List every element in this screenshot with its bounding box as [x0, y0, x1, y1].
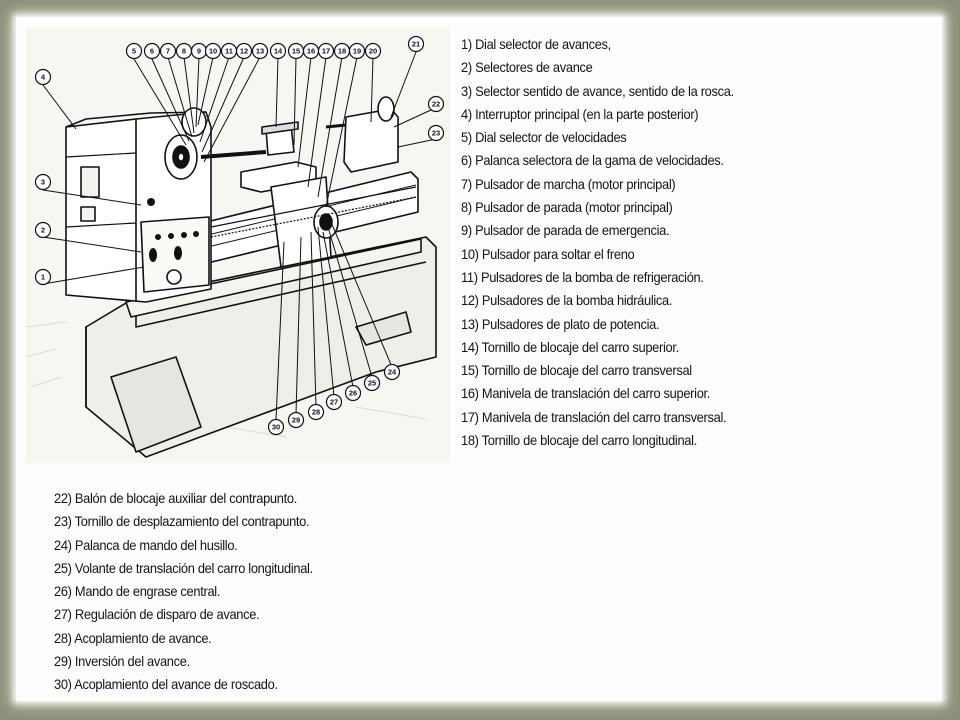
legend-item: 1) Dial selector de avances, — [461, 36, 611, 52]
callout-number: 9 — [196, 46, 202, 56]
callout-number: 2 — [40, 225, 46, 235]
callout-number: 21 — [411, 39, 421, 49]
slide-frame — [16, 17, 942, 701]
legend-item: 6) Palanca selectora de la gama de velocidades. — [461, 152, 724, 169]
legend-item: 8) Pulsador de parada (motor principal) — [461, 199, 673, 216]
callout-number: 15 — [291, 46, 301, 56]
callout-number: 3 — [40, 177, 46, 187]
legend-item: 17) Manivela de translación del carro transversal. — [461, 408, 727, 425]
callout-number: 10 — [208, 46, 218, 56]
legend-item: 2) Selectores de avance — [461, 59, 593, 76]
legend-item: 7) Pulsador de marcha (motor principal) — [461, 175, 676, 192]
legend-item: 3) Selector sentido de avance, sentido de la rosca. — [461, 82, 734, 99]
callout-number: 14 — [273, 46, 283, 56]
callout-number: 18 — [337, 46, 347, 56]
legend-list-22-30 — [54, 487, 313, 697]
legend-item: 18) Tornillo de blocaje del carro longitudinal. — [461, 432, 697, 449]
legend-item: 13) Pulsadores de plato de potencia. — [461, 315, 660, 332]
callout-number: 30 — [271, 422, 281, 432]
callout-number: 6 — [149, 46, 155, 56]
legend-item: 25) Volante de translación del carro longitudinal. — [54, 559, 313, 576]
callout-number: 4 — [40, 72, 46, 82]
legend-item: 27) Regulación de disparo de avance. — [54, 606, 260, 623]
callout-number: 13 — [255, 46, 265, 56]
legend-item: 16) Manivela de translación del carro superior. — [461, 385, 711, 402]
legend-item: 11) Pulsadores de la bomba de refrigeración. — [461, 268, 704, 285]
callout-number: 19 — [352, 46, 362, 56]
callout-number: 8 — [181, 46, 187, 56]
legend-item: 9) Pulsador de parada de emergencia. — [461, 222, 670, 239]
callout-number: 11 — [225, 46, 233, 56]
lathe-illustration — [26, 27, 450, 463]
callout-number: 12 — [239, 46, 249, 56]
legend-item: 14) Tornillo de blocaje del carro superior. — [461, 338, 679, 355]
callout-number: 7 — [165, 46, 171, 56]
callout-number: 23 — [431, 128, 441, 138]
callout-number: 27 — [329, 397, 339, 407]
callout-number: 22 — [431, 99, 441, 109]
legend-item: 22) Balón de blocaje auxiliar del contrapunto. — [54, 490, 297, 506]
callout-number: 26 — [348, 388, 358, 398]
legend-list-1-18 — [461, 33, 734, 452]
legend-item: 29) Inversión del avance. — [54, 653, 190, 670]
legend-item: 12) Pulsadores de la bomba hidráulica. — [461, 292, 673, 309]
lathe-diagram — [26, 27, 450, 463]
callout-number: 17 — [321, 46, 331, 56]
callout-number: 20 — [368, 46, 378, 56]
callout-number: 28 — [311, 407, 321, 417]
legend-item: 24) Palanca de mando del husillo. — [54, 536, 238, 553]
legend-item: 23) Tornillo de desplazamiento del contrapunto. — [54, 513, 310, 530]
callout-number: 24 — [387, 367, 397, 377]
callout-number: 16 — [306, 46, 316, 56]
callout-number: 25 — [367, 378, 377, 388]
callout-number: 5 — [131, 46, 137, 56]
callout-number: 29 — [291, 415, 301, 425]
legend-item: 26) Mando de engrase central. — [54, 583, 221, 600]
legend-item: 28) Acoplamiento de avance. — [54, 629, 212, 646]
legend-item: 30) Acoplamiento del avance de roscado. — [54, 676, 278, 693]
legend-item: 10) Pulsador para soltar el freno — [461, 245, 635, 262]
legend-item: 4) Interruptor principal (en la parte posterior) — [461, 105, 699, 122]
legend-item: 5) Dial selector de velocidades — [461, 129, 627, 146]
legend-item: 15) Tornillo de blocaje del carro transversal — [461, 362, 692, 379]
callout-number: 1 — [40, 272, 46, 282]
